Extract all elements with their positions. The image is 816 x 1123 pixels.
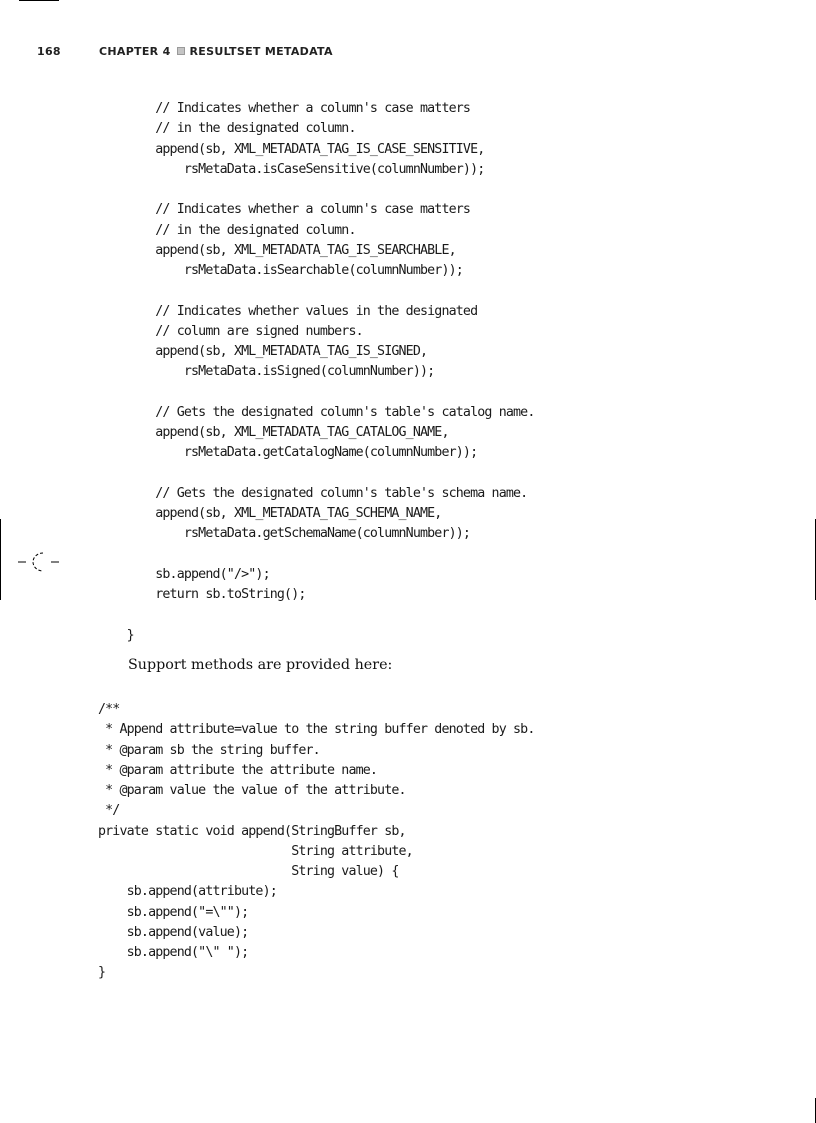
code-line — [98, 605, 534, 625]
code-line: * @param sb the string buffer. — [98, 742, 320, 758]
code-line: // Indicates whether values in the designated — [98, 303, 478, 319]
code-line: // Indicates whether a column's case matters — [98, 101, 471, 116]
crop-mark-top — [19, 0, 59, 1]
code-line: // in the designated column. — [98, 121, 356, 137]
code-line: rsMetaData.getSchemaName(columnNumber)); — [98, 526, 471, 542]
code-line: append(sb, XML_METADATA_TAG_IS_SEARCHABLE, — [98, 242, 456, 258]
code-line: * @param value the value of the attribute. — [98, 783, 406, 798]
code-line: return sb.toString(); — [98, 587, 306, 602]
code-line: rsMetaData.isCaseSensitive(columnNumber)); — [98, 161, 485, 177]
code-line: // in the designated column. — [98, 222, 356, 238]
code-line: sb.append("/>"); — [98, 566, 270, 582]
chapter-separator-icon — [177, 47, 185, 55]
body-paragraph: Support methods are provided here: — [128, 657, 393, 673]
running-head — [37, 42, 333, 60]
code-line: rsMetaData.getCatalogName(columnNumber)); — [98, 445, 478, 461]
code-line — [98, 180, 534, 200]
code-line: append(sb, XML_METADATA_TAG_IS_CASE_SENSITIVE, — [98, 141, 485, 157]
code-line: * Append attribute=value to the string buffer denoted by sb. — [98, 722, 535, 738]
code-line: */ — [98, 803, 120, 819]
code-line — [98, 383, 534, 403]
code-line: // Gets the designated column's table's catalog name. — [98, 404, 535, 420]
code-line: private static void append(StringBuffer sb, — [98, 823, 406, 839]
chapter-label: CHAPTER 4 — [99, 44, 171, 58]
code-line: rsMetaData.isSigned(columnNumber)); — [98, 364, 435, 380]
code-line: // Gets the designated column's table's schema name. — [98, 485, 528, 501]
code-line: append(sb, XML_METADATA_TAG_CATALOG_NAME, — [98, 425, 449, 440]
code-line: /** — [98, 702, 120, 717]
code-line: sb.append("=\""); — [98, 904, 249, 920]
page-number: 168 — [37, 44, 61, 58]
code-listing-bottom — [98, 700, 534, 984]
code-line: sb.append(value); — [98, 924, 249, 940]
code-line: sb.append(attribute); — [98, 884, 277, 900]
code-line: // column are signed numbers. — [98, 323, 363, 339]
code-line: rsMetaData.isSearchable(columnNumber)); — [98, 263, 463, 278]
code-line: append(sb, XML_METADATA_TAG_SCHEMA_NAME, — [98, 506, 442, 521]
code-line: sb.append("\" "); — [98, 945, 249, 960]
code-line — [98, 464, 534, 484]
code-line — [98, 281, 534, 301]
code-line: } — [98, 965, 106, 981]
code-line: String attribute, — [98, 843, 413, 859]
code-line: String value) { — [98, 864, 399, 879]
crop-mark-left — [0, 519, 1, 600]
code-line: // Indicates whether a column's case matters — [98, 202, 471, 218]
registration-mark-icon — [18, 548, 62, 576]
code-line: } — [98, 627, 134, 643]
chapter-title: RESULTSET METADATA — [189, 44, 333, 58]
code-line — [98, 545, 534, 565]
code-line: append(sb, XML_METADATA_TAG_IS_SIGNED, — [98, 344, 428, 359]
code-line: * @param attribute the attribute name. — [98, 762, 378, 778]
code-listing-top — [98, 99, 534, 646]
